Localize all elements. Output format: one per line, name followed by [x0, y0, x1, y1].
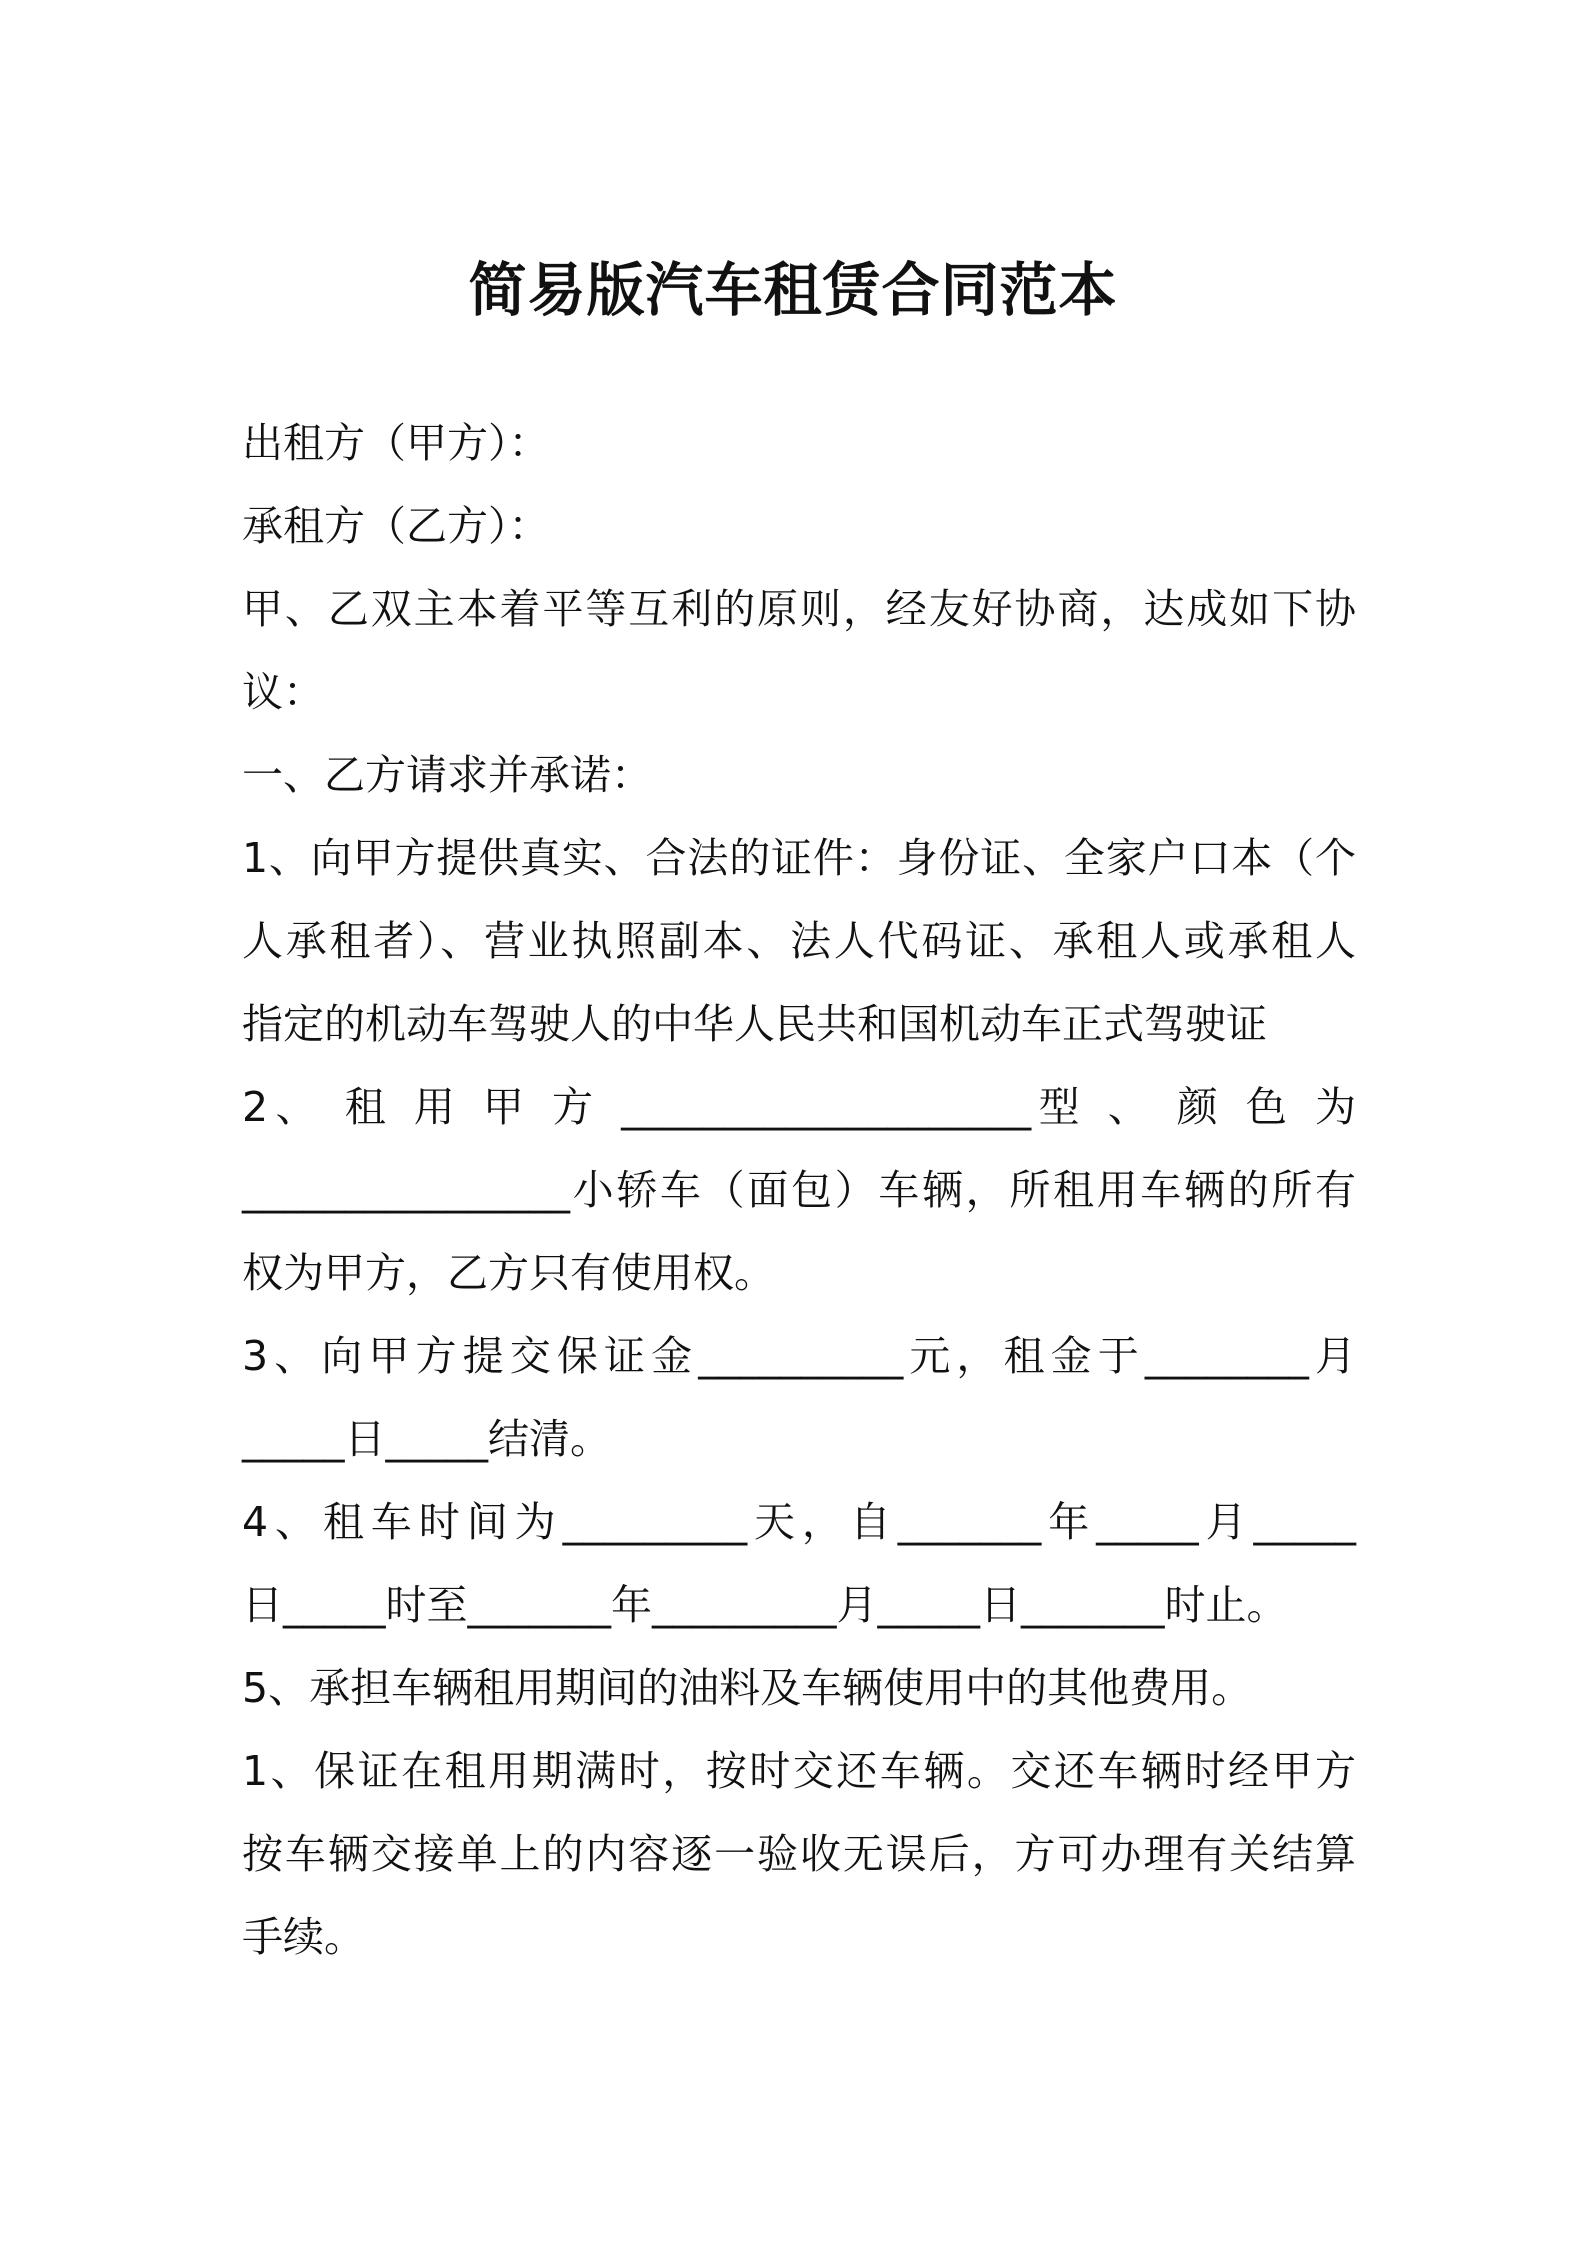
clause-4-line-1: 4、租车时间为_________天，自_______年_____月_____: [242, 1498, 1356, 1546]
clause-3-line-2: _____日_____结清。: [242, 1415, 611, 1463]
lessee-line: 承租方（乙方）：: [242, 502, 550, 550]
clause-2-line-2: ________________小轿车（面包）车辆，所租用车辆的所有: [242, 1166, 1356, 1214]
clause-4-line-2: 日_____时至_______年_________月_____日_______时止。: [242, 1581, 1288, 1629]
clause-2-line-1: 2、 租 用 甲 方 ____________________型 、 颜 色 为: [242, 1083, 1356, 1131]
clause-1-line-2: 人承租者）、营业执照副本、法人代码证、承租人或承租人: [242, 917, 1356, 965]
document-body: [242, 402, 1356, 1979]
return-clause-line-2: 按车辆交接单上的内容逐一验收无误后，方可办理有关结算: [242, 1830, 1356, 1878]
preamble-line-1: 甲、乙双主本着平等互利的原则，经友好协商，达成如下协: [242, 585, 1356, 633]
clause-1-line-3: 指定的机动车驾驶人的中华人民共和国机动车正式驾驶证: [242, 1000, 1267, 1048]
return-clause-line-3: 手续。: [242, 1913, 365, 1961]
document-title: 简易版汽车租赁合同范本: [468, 256, 1118, 324]
clause-2-line-3: 权为甲方，乙方只有使用权。: [242, 1249, 775, 1297]
clause-5-line-1: 5、承担车辆租用期间的油料及车辆使用中的其他费用。: [242, 1664, 1253, 1712]
lessor-line: 出租方（甲方）：: [242, 419, 550, 467]
return-clause-line-1: 1、保证在租用期满时，按时交还车辆。交还车辆时经甲方: [242, 1747, 1356, 1795]
clause-3-line-1: 3、向甲方提交保证金__________元，租金于________月: [242, 1332, 1356, 1380]
clause-1-line-1: 1、向甲方提供真实、合法的证件：身份证、全家户口本（个: [242, 834, 1356, 882]
section-heading: 一、乙方请求并承诺：: [242, 751, 652, 799]
preamble-line-2: 议：: [242, 668, 324, 716]
